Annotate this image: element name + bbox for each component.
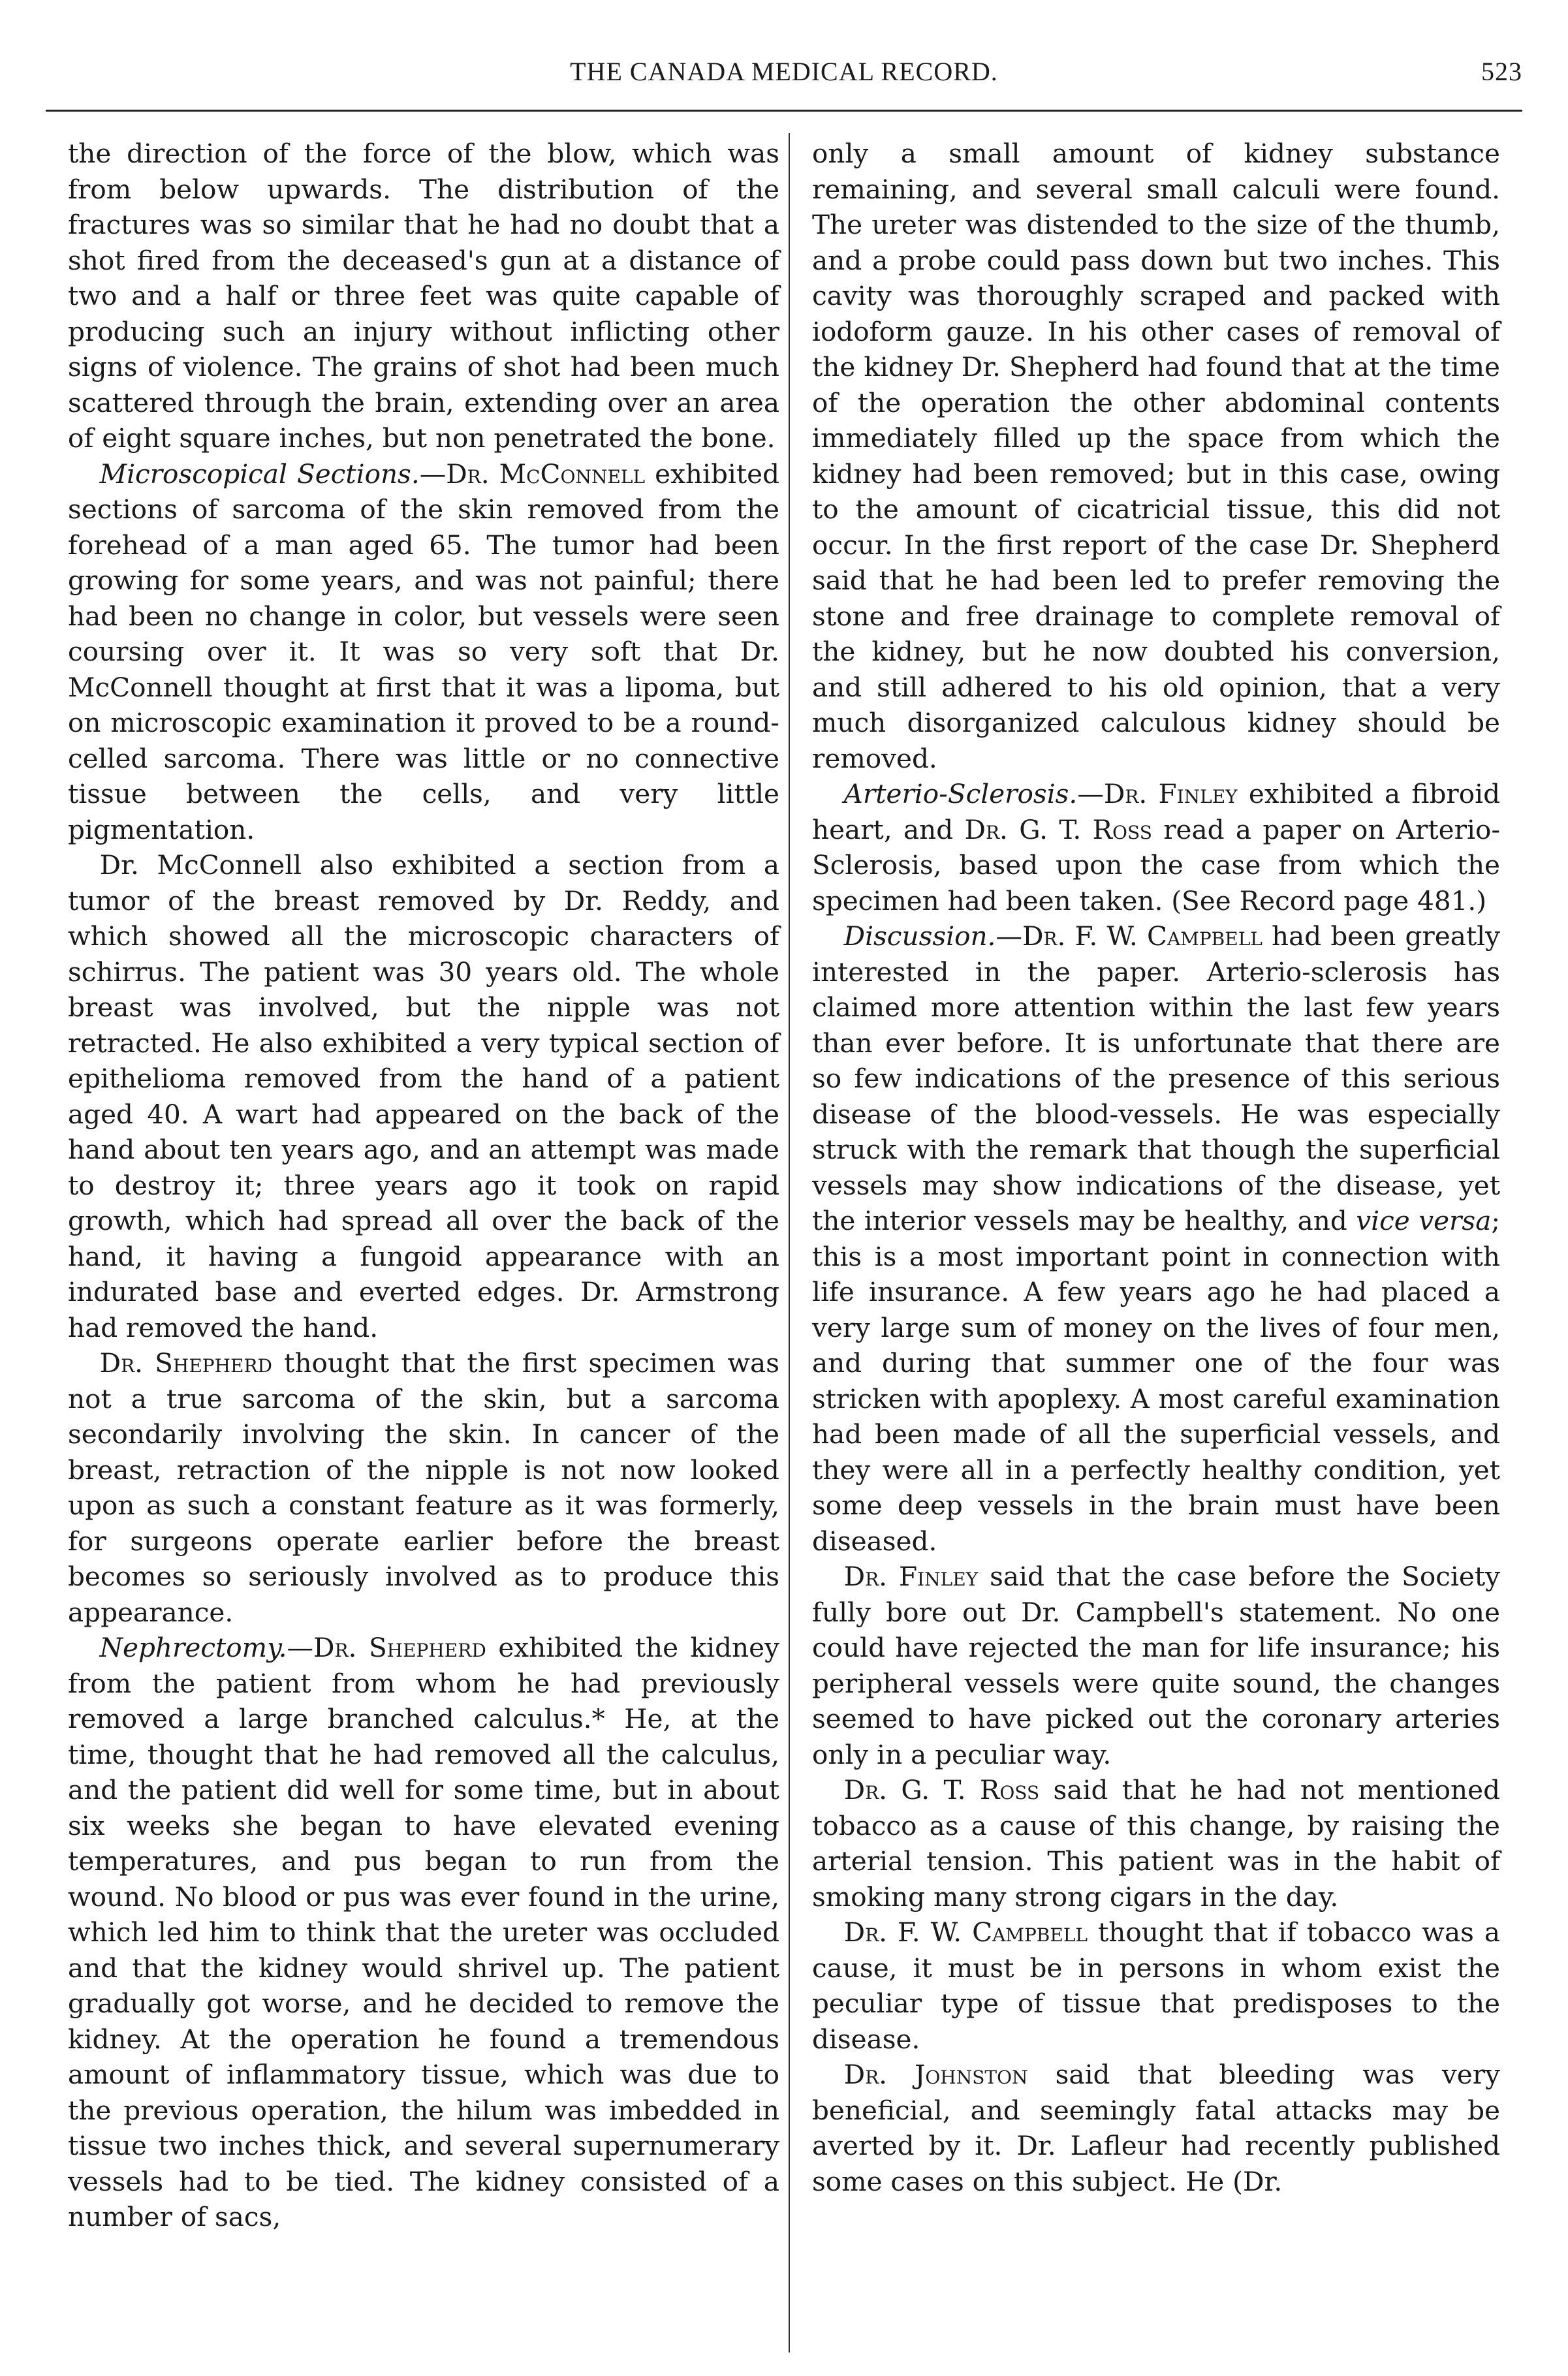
paragraph: only a small amount of kidney substance remaining, and several small calculi were found. The ureter was distended to the size of the thumb, and a probe could pass down but two inches. This cavity was thoroughly scraped and packed with iodoform gauze. In his other cases of removal of the kidney Dr. Shepherd had found that at the time of the operation the other abdominal contents immediately filled up the space from which the kidney had been removed; but in this case, owing to the amount of cicatricial tissue, this did not occur. In the first report of the case Dr. Shepherd said that he had been led to prefer removing the stone and free drainage to complete removal of the kidney, but he now doubted his conversion, and still adhered to his old opinion, that a very much disorganized calculous kidney should be removed. — [812, 138, 1500, 774]
speaker-name: Dr. G. T. Ross — [964, 813, 1152, 845]
paragraph-microscopical-sections: Microscopical Sections.—Dr. McConnell exhibited sections of sarcoma of the skin removed from the forehead of a man aged 65. The tumor had been growing for some years, and was not painful; there had been no change in color, but vessels were seen coursing over it. It was so very soft that Dr. McConnell thought at first that it was a lipoma, but on microscopic examination it proved to be a round-celled sarcoma. There was little or no connective tissue between the cells, and very little pigmentation. — [68, 458, 780, 845]
paragraph: Dr. McConnell also exhibited a section from a tumor of the breast removed by Dr. Reddy, and which showed all the microscopic characters of schirrus. The patient was 30 years old. The whole breast was involved, but the nipple was not retracted. He also exhibited a very typical section of epithelioma removed from the hand of a patient aged 40. A wart had appeared on the back of the hand about ten years ago, and an attempt was made to destroy it; three years ago it took on rapid growth, which had spread all over the back of the hand, it having a fungoid appearance with an indurated base and everted edges. Dr. Armstrong had removed the hand. — [68, 849, 779, 1343]
speaker-name: Dr. F. W. Campbell — [843, 1916, 1088, 1948]
left-column — [68, 136, 779, 2235]
section-heading: Microscopical Sections. — [99, 458, 420, 490]
column-divider — [789, 133, 790, 2353]
paragraph: Dr. Shepherd thought that the first specimen was not a true sarcoma of the skin, but a sarcoma secondarily involving the skin. In cancer of the breast, retraction of the nipple is not now looked upon as such a constant feature as it was formerly, for surgeons operate earlier before the breast becomes so seriously involved as to produce this appearance. — [68, 1347, 779, 1628]
header-rule — [46, 110, 1522, 112]
speaker-name: —Dr. F. W. Campbell — [996, 920, 1262, 952]
right-column — [812, 136, 1500, 2199]
paragraph-arterio-sclerosis: Arterio-Sclerosis.—Dr. Finley exhibited a fibroid heart, and Dr. G. T. Ross read a paper on Arterio-Sclerosis, based upon the case from which the specimen had been taken. (See Record page 481.) — [812, 778, 1501, 916]
latin-phrase: vice versa — [1356, 1205, 1492, 1236]
paragraph: Dr. Johnston said that bleeding was very beneficial, and seemingly fatal attacks may be averted by it. Dr. Lafleur had recently published some cases on this subject. He (Dr. — [812, 2059, 1500, 2197]
paragraph-discussion: Discussion.—Dr. F. W. Campbell had been greatly interested in the paper. Arterio-sclerosis has claimed more attention within the last few years than ever before. It is unfortunate that there are so few indications of the presence of this serious disease of the blood-vessels. He was especially struck with the remark that though the superficial vessels may show indications of the disease, yet the interior vessels may be healthy, and vice versa; this is a most important point in connection with life insurance. A few years ago he had placed a very large sum of money on the lives of four men, and during that summer one of the four was stricken with apoplexy. A most careful examination had been made of all the superficial vessels, and they were all in a perfectly healthy condition, yet some deep vessels in the brain must have been diseased. — [812, 920, 1501, 1557]
speaker-name: Dr. Shepherd — [99, 1347, 273, 1379]
speaker-name: Dr. G. T. Ross — [843, 1774, 1040, 1805]
paragraph: the direction of the force of the blow, which was from below upwards. The distribution of the fractures was so similar that he had no doubt that a shot fired from the deceased's gun at a distance of two and a half or three feet was quite capable of producing such an injury without inflicting other signs of violence. The grains of shot had been much scattered through the brain, extending over an area of eight square inches, but non penetrated the bone. — [68, 138, 779, 454]
section-heading: Nephrectomy. — [99, 1632, 287, 1663]
speaker-name: —Dr. Finley — [1077, 778, 1238, 809]
paragraph: Dr. F. W. Campbell thought that if tobacco was a cause, it must be in persons in whom exist the peculiar type of tissue that predisposes to the disease. — [812, 1916, 1501, 2055]
speaker-name: Dr. Finley — [843, 1561, 979, 1592]
paragraph: Dr. G. T. Ross said that he had not mentioned tobacco as a cause of this change, by raising the arterial tension. This patient was in the habit of smoking many strong cigars in the day. — [812, 1774, 1500, 1913]
speaker-name: Dr. Johnston — [843, 2059, 1028, 2090]
section-heading: Arterio-Sclerosis. — [843, 778, 1078, 809]
paragraph: Dr. Finley said that the case before the Society fully bore out Dr. Campbell's statement. No one could have rejected the man for life insurance; his peripheral vessels were quite sound, the changes seemed to have picked out the coronary arteries only in a peculiar way. — [812, 1561, 1500, 1770]
section-heading: Discussion. — [843, 920, 996, 952]
paragraph-nephrectomy: Nephrectomy.—Dr. Shepherd exhibited the kidney from the patient from whom he had previously removed a large branched calculus.* He, at the time, thought that he had removed all the calculus, and the patient did well for some time, but in about six weeks she began to have elevated evening temperatures, and pus began to run from the wound. No blood or pus was ever found in the urine, which led him to think that the ureter was occluded and that the kidney would shrivel up. The patient gradually got worse, and he decided to remove the kidney. At the operation he found a tremendous amount of inflammatory tissue, which was due to the previous operation, the hilum was imbedded in tissue two inches thick, and several supernumerary vessels had to be tied. The kidney consisted of a number of sacs, — [68, 1632, 779, 2232]
speaker-name: —Dr. McConnell — [419, 458, 646, 490]
running-head — [46, 56, 1522, 102]
speaker-name: —Dr. Shepherd — [287, 1632, 486, 1663]
journal-title: THE CANADA MEDICAL RECORD. — [570, 57, 998, 86]
page-number: 523 — [1481, 57, 1522, 86]
